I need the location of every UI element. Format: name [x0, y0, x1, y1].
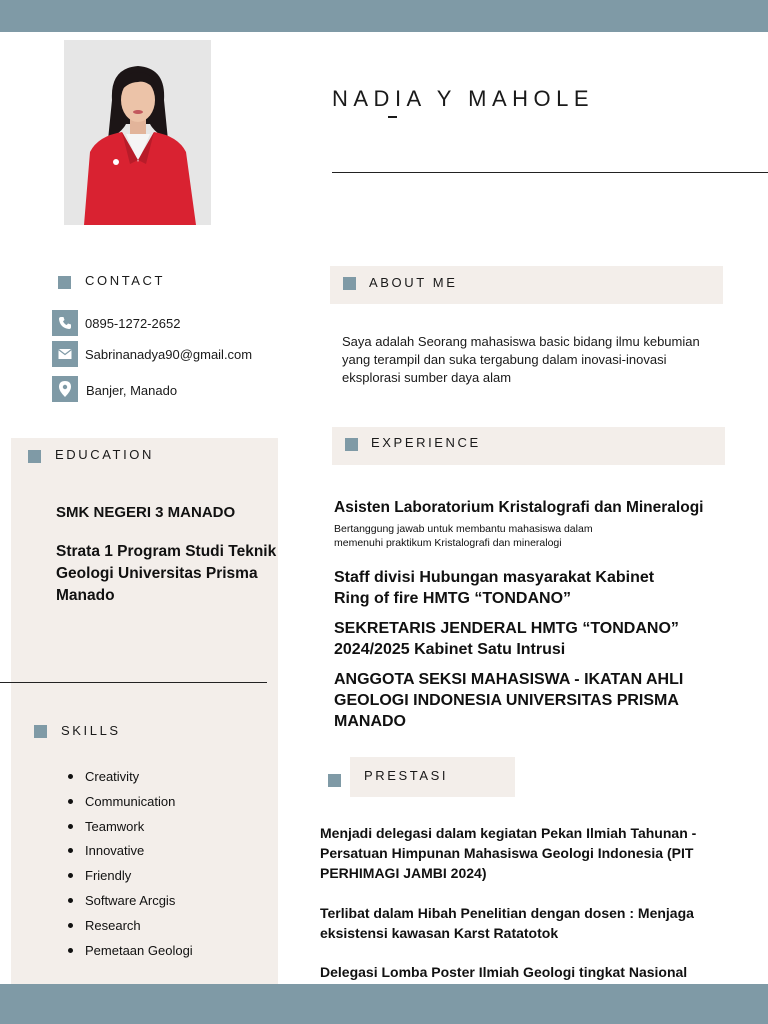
top-color-bar: [0, 0, 768, 32]
contact-location: Banjer, Manado: [86, 383, 178, 398]
experience-title: ANGGOTA SEKSI MAHASISWA - IKATAN AHLI GEOLOGI INDONESIA UNIVERSITAS PRISMA MANADO: [334, 671, 684, 730]
skill-item: Friendly: [66, 865, 193, 890]
skills-section-marker: [34, 725, 47, 738]
skill-item: Innovative: [66, 840, 193, 865]
location-pin-icon: [52, 376, 78, 402]
prestasi-section-marker: [328, 774, 341, 787]
skill-item: Research: [66, 915, 193, 940]
experience-title: SEKRETARIS JENDERAL HMTG “TONDANO” 2024/2025 Kabinet Satu Intrusi: [334, 620, 679, 658]
prestasi-item: Delegasi Lomba Poster Ilmiah Geologi tingkat Nasional: [320, 964, 688, 980]
skill-item: Pemetaan Geologi: [66, 940, 193, 965]
education-school: SMK NEGERI 3 MANADO: [56, 504, 236, 521]
bottom-color-bar: [0, 984, 768, 1024]
education-heading: EDUCATION: [55, 447, 154, 462]
education-divider: [0, 682, 267, 683]
experience-title: Asisten Laboratorium Kristalografi dan Mineralogi: [334, 499, 704, 516]
experience-description: Bertanggung jawab untuk membantu mahasiswa dalam memenuhi praktikum Kristalografi dan mineralogi: [334, 523, 593, 549]
contact-heading: CONTACT: [85, 273, 166, 288]
about-section-marker: [343, 277, 356, 290]
name-underline-fragment: [388, 116, 397, 118]
skill-item: Communication: [66, 791, 193, 816]
experience-item: [334, 497, 754, 550]
skills-heading: SKILLS: [61, 723, 121, 738]
email-icon: [52, 341, 78, 367]
contact-phone: 0895-1272-2652: [85, 316, 181, 331]
skills-list: [66, 766, 193, 964]
experience-item: [334, 669, 714, 732]
experience-item: [334, 567, 694, 609]
about-text: Saya adalah Seorang mahasiswa basic bidang ilmu kebumian yang terampil dan suka tergabung dalam inovasi-inovasi eksplorasi sumber daya alam: [342, 334, 700, 385]
education-degree: Strata 1 Program Studi Teknik Geologi Universitas Prisma Manado: [56, 543, 277, 604]
contact-email: Sabrinanadya90@gmail.com: [85, 347, 253, 362]
about-heading: ABOUT ME: [369, 275, 458, 290]
skill-item: Creativity: [66, 766, 193, 791]
prestasi-item: Menjadi delegasi dalam kegiatan Pekan Ilmiah Tahunan - Persatuan Himpunan Mahasiswa Geologi Indonesia (PIT PERHIMAGI JAMBI 2024): [320, 825, 697, 881]
prestasi-heading: PRESTASI: [364, 768, 449, 783]
phone-icon: [52, 310, 78, 336]
skill-item: Teamwork: [66, 816, 193, 841]
person-name: NADIA Y MAHOLE: [332, 86, 595, 111]
experience-heading: EXPERIENCE: [371, 435, 481, 450]
contact-section-marker: [58, 276, 71, 289]
name-divider: [332, 172, 768, 173]
experience-item: [334, 618, 694, 660]
education-section-marker: [28, 450, 41, 463]
experience-section-marker: [345, 438, 358, 451]
experience-title: Staff divisi Hubungan masyarakat Kabinet Ring of fire HMTG “TONDANO”: [334, 569, 655, 607]
skill-item: Software Arcgis: [66, 890, 193, 915]
profile-photo: [64, 40, 211, 225]
prestasi-item: Terlibat dalam Hibah Penelitian dengan dosen : Menjaga eksistensi kawasan Karst Ratatotok: [320, 905, 694, 941]
